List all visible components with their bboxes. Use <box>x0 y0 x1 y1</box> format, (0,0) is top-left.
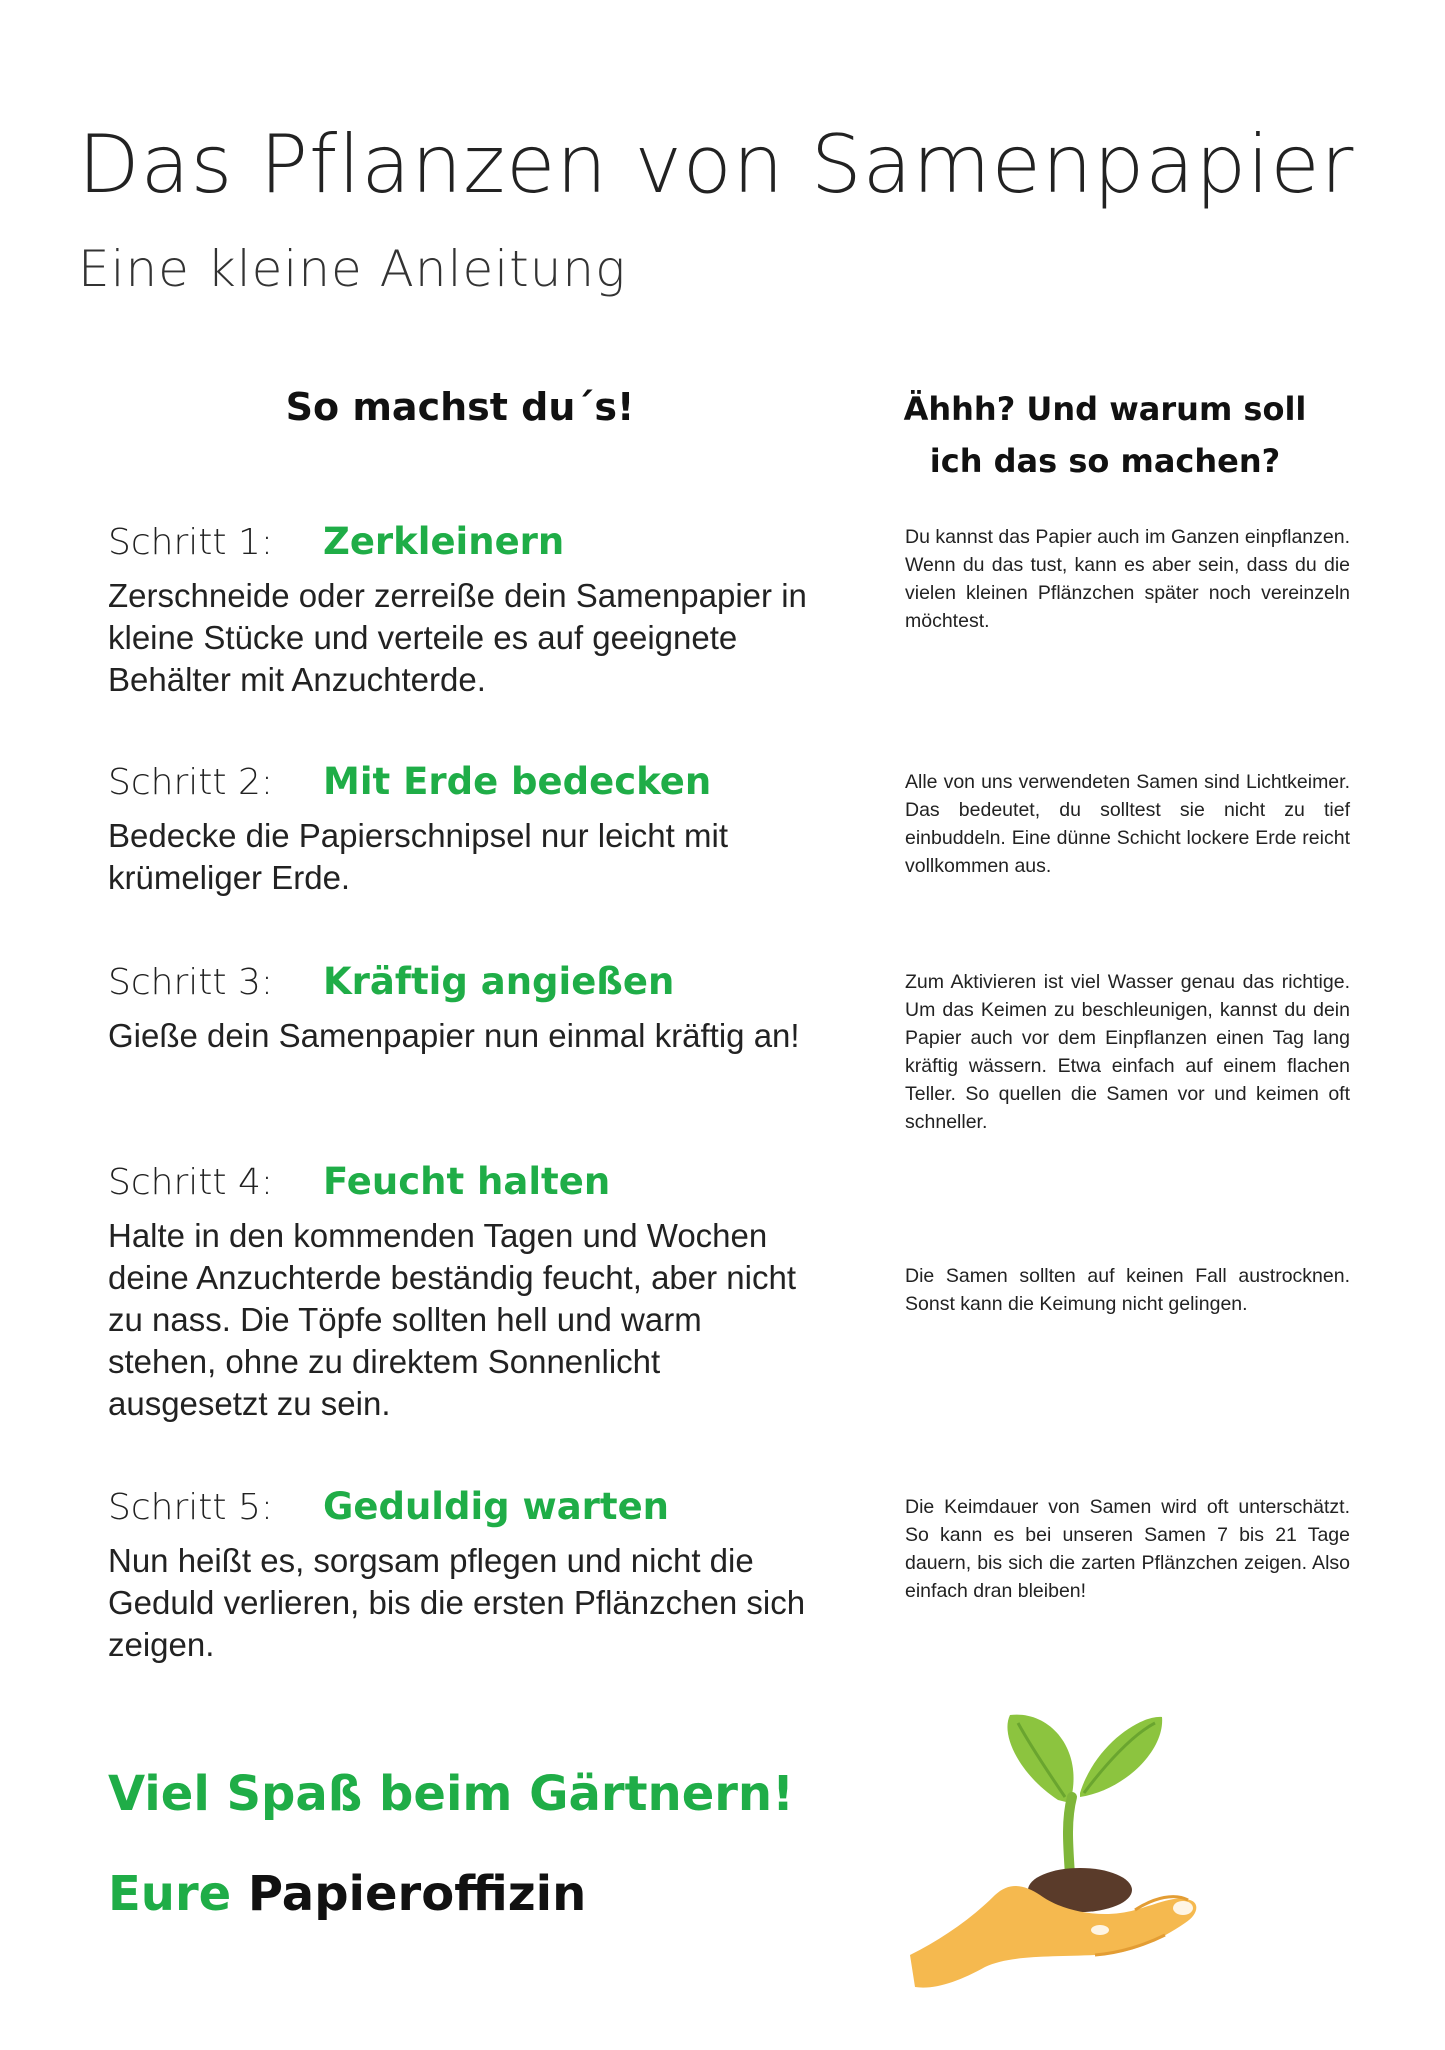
step-title: Geduldig warten <box>323 1485 670 1528</box>
signoff-prefix: Eure <box>108 1866 232 1922</box>
page-subtitle: Eine kleine Anleitung <box>78 240 627 298</box>
right-heading-line-2: ich das so machen? <box>929 442 1281 480</box>
signoff <box>108 1866 586 1922</box>
step-body: Gieße dein Samenpapier nun einmal kräftig an! <box>108 1017 800 1054</box>
step-3 <box>108 960 818 1057</box>
step-1-note: Du kannst das Papier auch im Ganzen einpflanzen. Wenn du das tust, kann es aber sein, dass du die vielen kleinen Pflänzchen später noch vereinzeln möchtest. <box>905 526 1350 632</box>
signoff-name: Papieroffizin <box>247 1866 587 1922</box>
step-body: Halte in den kommenden Tagen und Wochen deine Anzuchterde beständig feucht, aber nicht zu nass. Die Töpfe sollten hell und warm stehen, ohne zu direktem Sonnenlicht ausgesetzt zu sein. <box>108 1217 796 1422</box>
step-label: Schritt 2: <box>108 762 273 803</box>
step-body: Bedecke die Papierschnipsel nur leicht mit krümeliger Erde. <box>108 817 728 896</box>
right-column-heading <box>870 383 1340 487</box>
step-2-note: Alle von uns verwendeten Samen sind Lichtkeimer. Das bedeutet, du solltest sie nicht zu tief einbuddeln. Eine dünne Schicht lockere Erde reicht vollkommen aus. <box>905 771 1350 877</box>
step-title: Feucht halten <box>323 1160 611 1203</box>
step-label: Schritt 3: <box>108 962 273 1003</box>
step-5 <box>108 1485 818 1666</box>
step-title: Zerkleinern <box>323 520 565 563</box>
step-5-note: Die Keimdauer von Samen wird oft unterschätzt. So kann es bei unseren Samen 7 bis 21 Tage dauern, bis sich die zarten Pflänzchen zeigen. Also einfach dran bleiben! <box>905 1496 1350 1602</box>
closing-message: Viel Spaß beim Gärtnern! <box>108 1766 794 1822</box>
step-4 <box>108 1160 818 1425</box>
step-label: Schritt 5: <box>108 1487 273 1528</box>
page-title: Das Pflanzen von Samenpapier <box>78 118 1355 211</box>
right-heading-line-1: Ähhh? Und warum soll <box>903 390 1307 428</box>
step-title: Mit Erde bedecken <box>323 760 712 803</box>
step-3-note: Zum Aktivieren ist viel Wasser genau das richtige. Um das Keimen zu beschleunigen, kannst du dein Papier auch vor dem Einpflanzen einen Tag lang kräftig wässern. Etwa einfach auf einem flachen Teller. So quellen die Samen vor und keimen oft schneller. <box>905 971 1350 1133</box>
step-body: Zerschneide oder zerreiße dein Samenpapier in kleine Stücke und verteile es auf geeignete Behälter mit Anzuchterde. <box>108 577 807 698</box>
step-2 <box>108 760 818 899</box>
left-column-heading: So machst du´s! <box>285 385 635 429</box>
step-body: Nun heißt es, sorgsam pflegen und nicht die Geduld verlieren, bis die ersten Pflänzchen sich zeigen. <box>108 1542 806 1663</box>
step-title: Kräftig angießen <box>323 960 675 1003</box>
step-4-note: Die Samen sollten auf keinen Fall austrocknen. Sonst kann die Keimung nicht gelingen. <box>905 1265 1350 1315</box>
step-1 <box>108 520 818 701</box>
step-label: Schritt 1: <box>108 522 273 563</box>
seedling-in-hand-icon <box>900 1705 1300 1995</box>
step-label: Schritt 4: <box>108 1162 273 1203</box>
